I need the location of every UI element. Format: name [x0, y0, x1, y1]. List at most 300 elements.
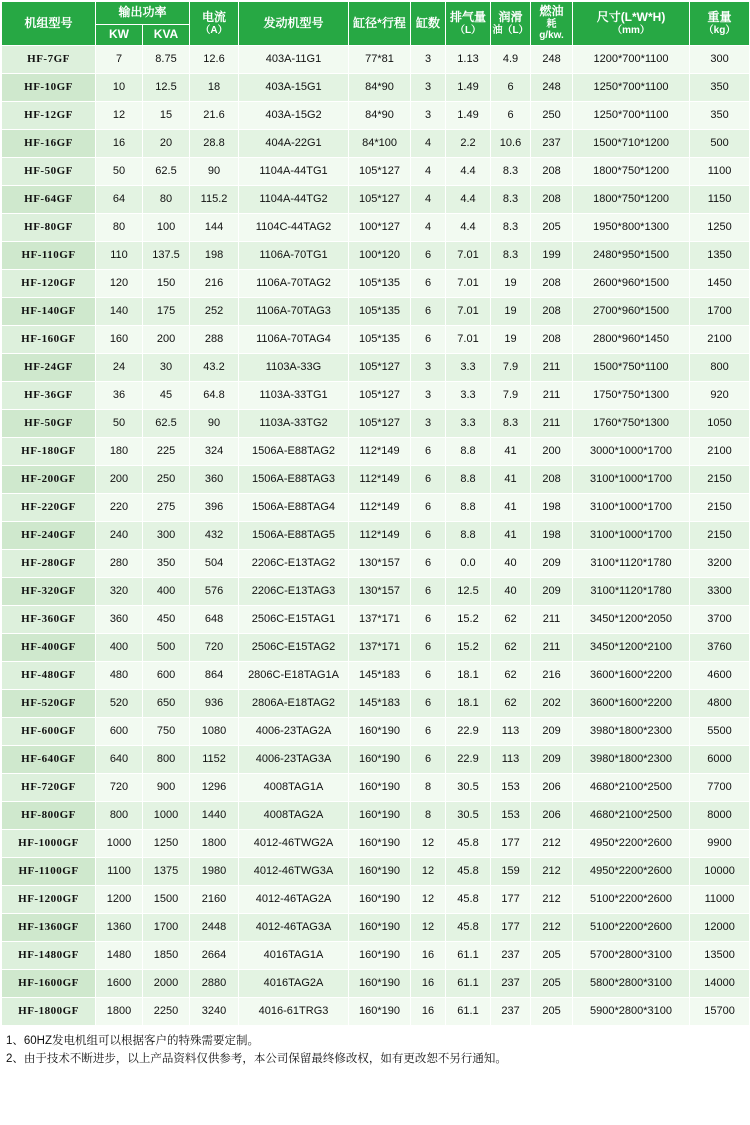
table-row	[2, 438, 750, 466]
header-kw: KW	[96, 25, 143, 46]
cell-bore-stroke: 84*90	[349, 74, 411, 102]
cell-fuel-consumption: 209	[531, 550, 573, 578]
cell-kva: 137.5	[143, 242, 190, 270]
cell-kw: 1600	[96, 970, 143, 998]
cell-displacement: 61.1	[446, 942, 491, 970]
cell-displacement: 22.9	[446, 718, 491, 746]
cell-engine-model: 1506A-E88TAG2	[239, 438, 349, 466]
cell-bore-stroke: 145*183	[349, 662, 411, 690]
cell-displacement: 8.8	[446, 522, 491, 550]
cell-weight: 5500	[690, 718, 750, 746]
cell-engine-model: 1103A-33G	[239, 354, 349, 382]
cell-model: HF-140GF	[2, 298, 96, 326]
cell-lube-oil: 237	[491, 942, 531, 970]
cell-lube-oil: 41	[491, 522, 531, 550]
cell-cylinders: 6	[411, 466, 446, 494]
cell-current: 2664	[190, 942, 239, 970]
cell-displacement: 45.8	[446, 830, 491, 858]
cell-fuel-consumption: 208	[531, 158, 573, 186]
cell-dimensions: 4950*2200*2600	[573, 858, 690, 886]
cell-bore-stroke: 105*127	[349, 186, 411, 214]
cell-dimensions: 4680*2100*2500	[573, 774, 690, 802]
cell-weight: 4600	[690, 662, 750, 690]
cell-weight: 1150	[690, 186, 750, 214]
cell-engine-model: 1106A-70TAG2	[239, 270, 349, 298]
cell-weight: 2100	[690, 326, 750, 354]
cell-bore-stroke: 160*190	[349, 886, 411, 914]
header-kva: KVA	[143, 25, 190, 46]
table-row	[2, 886, 750, 914]
cell-displacement: 45.8	[446, 914, 491, 942]
table-row	[2, 382, 750, 410]
cell-kva: 750	[143, 718, 190, 746]
cell-lube-oil: 8.3	[491, 186, 531, 214]
cell-dimensions: 3450*1200*2100	[573, 634, 690, 662]
table-row	[2, 606, 750, 634]
cell-displacement: 2.2	[446, 130, 491, 158]
cell-model: HF-36GF	[2, 382, 96, 410]
cell-weight: 4800	[690, 690, 750, 718]
cell-kw: 16	[96, 130, 143, 158]
cell-model: HF-220GF	[2, 494, 96, 522]
cell-displacement: 3.3	[446, 354, 491, 382]
cell-displacement: 1.13	[446, 46, 491, 74]
cell-lube-oil: 10.6	[491, 130, 531, 158]
cell-lube-oil: 62	[491, 634, 531, 662]
cell-displacement: 18.1	[446, 662, 491, 690]
table-row	[2, 410, 750, 438]
cell-displacement: 7.01	[446, 298, 491, 326]
cell-model: HF-1000GF	[2, 830, 96, 858]
cell-dimensions: 1250*700*1100	[573, 102, 690, 130]
cell-lube-oil: 8.3	[491, 158, 531, 186]
cell-cylinders: 6	[411, 634, 446, 662]
cell-displacement: 30.5	[446, 802, 491, 830]
cell-dimensions: 3100*1000*1700	[573, 466, 690, 494]
cell-fuel-consumption: 211	[531, 606, 573, 634]
cell-engine-model: 2806A-E18TAG2	[239, 690, 349, 718]
table-row	[2, 270, 750, 298]
cell-cylinders: 16	[411, 942, 446, 970]
cell-engine-model: 1106A-70TG1	[239, 242, 349, 270]
cell-engine-model: 2506C-E15TAG1	[239, 606, 349, 634]
header-fuel-consumption	[531, 2, 573, 46]
cell-kva: 225	[143, 438, 190, 466]
cell-cylinders: 3	[411, 102, 446, 130]
cell-model: HF-320GF	[2, 578, 96, 606]
cell-lube-oil: 7.9	[491, 382, 531, 410]
cell-kw: 80	[96, 214, 143, 242]
cell-lube-oil: 237	[491, 998, 531, 1026]
cell-displacement: 30.5	[446, 774, 491, 802]
cell-engine-model: 4006-23TAG3A	[239, 746, 349, 774]
cell-dimensions: 5900*2800*3100	[573, 998, 690, 1026]
cell-bore-stroke: 160*190	[349, 914, 411, 942]
cell-kw: 720	[96, 774, 143, 802]
table-row	[2, 242, 750, 270]
cell-dimensions: 5100*2200*2600	[573, 914, 690, 942]
cell-bore-stroke: 105*135	[349, 270, 411, 298]
cell-weight: 1350	[690, 242, 750, 270]
cell-lube-oil: 159	[491, 858, 531, 886]
cell-displacement: 7.01	[446, 270, 491, 298]
cell-current: 28.8	[190, 130, 239, 158]
cell-dimensions: 5800*2800*3100	[573, 970, 690, 998]
cell-bore-stroke: 145*183	[349, 690, 411, 718]
cell-kva: 800	[143, 746, 190, 774]
cell-kva: 200	[143, 326, 190, 354]
cell-model: HF-1800GF	[2, 998, 96, 1026]
cell-dimensions: 2700*960*1500	[573, 298, 690, 326]
cell-kva: 400	[143, 578, 190, 606]
cell-model: HF-50GF	[2, 158, 96, 186]
cell-displacement: 45.8	[446, 858, 491, 886]
cell-fuel-consumption: 198	[531, 522, 573, 550]
cell-fuel-consumption: 208	[531, 466, 573, 494]
cell-displacement: 7.01	[446, 326, 491, 354]
cell-lube-oil: 177	[491, 830, 531, 858]
table-row	[2, 830, 750, 858]
cell-fuel-consumption: 237	[531, 130, 573, 158]
cell-displacement: 4.4	[446, 186, 491, 214]
cell-displacement: 3.3	[446, 382, 491, 410]
cell-lube-oil: 40	[491, 550, 531, 578]
cell-dimensions: 1950*800*1300	[573, 214, 690, 242]
cell-current: 252	[190, 298, 239, 326]
cell-displacement: 15.2	[446, 606, 491, 634]
cell-model: HF-640GF	[2, 746, 96, 774]
cell-bore-stroke: 112*149	[349, 438, 411, 466]
cell-weight: 1100	[690, 158, 750, 186]
cell-bore-stroke: 100*127	[349, 214, 411, 242]
cell-fuel-consumption: 208	[531, 270, 573, 298]
cell-kva: 45	[143, 382, 190, 410]
cell-cylinders: 6	[411, 438, 446, 466]
cell-dimensions: 1750*750*1300	[573, 382, 690, 410]
cell-kw: 220	[96, 494, 143, 522]
cell-lube-oil: 8.3	[491, 214, 531, 242]
cell-cylinders: 6	[411, 718, 446, 746]
cell-current: 720	[190, 634, 239, 662]
cell-cylinders: 3	[411, 410, 446, 438]
cell-bore-stroke: 112*149	[349, 522, 411, 550]
cell-model: HF-50GF	[2, 410, 96, 438]
header-model: 机组型号	[2, 2, 96, 46]
cell-kva: 62.5	[143, 158, 190, 186]
cell-cylinders: 6	[411, 550, 446, 578]
cell-current: 115.2	[190, 186, 239, 214]
cell-weight: 2150	[690, 494, 750, 522]
cell-engine-model: 2206C-E13TAG3	[239, 578, 349, 606]
cell-bore-stroke: 160*190	[349, 942, 411, 970]
cell-displacement: 1.49	[446, 102, 491, 130]
cell-weight: 1450	[690, 270, 750, 298]
cell-dimensions: 5100*2200*2600	[573, 886, 690, 914]
header-output-power: 输出功率	[96, 2, 190, 25]
table-row	[2, 326, 750, 354]
cell-cylinders: 3	[411, 354, 446, 382]
cell-engine-model: 1104A-44TG1	[239, 158, 349, 186]
header-current	[190, 2, 239, 46]
cell-weight: 2100	[690, 438, 750, 466]
cell-cylinders: 8	[411, 802, 446, 830]
cell-engine-model: 1106A-70TAG3	[239, 298, 349, 326]
cell-current: 12.6	[190, 46, 239, 74]
cell-fuel-consumption: 202	[531, 690, 573, 718]
cell-kw: 24	[96, 354, 143, 382]
table-row	[2, 718, 750, 746]
cell-dimensions: 3980*1800*2300	[573, 718, 690, 746]
cell-engine-model: 4016TAG1A	[239, 942, 349, 970]
table-row	[2, 550, 750, 578]
cell-lube-oil: 62	[491, 662, 531, 690]
cell-kva: 250	[143, 466, 190, 494]
cell-current: 1440	[190, 802, 239, 830]
cell-kw: 1800	[96, 998, 143, 1026]
table-row	[2, 214, 750, 242]
table-row	[2, 130, 750, 158]
cell-current: 90	[190, 410, 239, 438]
cell-dimensions: 1500*710*1200	[573, 130, 690, 158]
cell-cylinders: 12	[411, 914, 446, 942]
cell-bore-stroke: 105*135	[349, 326, 411, 354]
cell-current: 198	[190, 242, 239, 270]
cell-current: 1152	[190, 746, 239, 774]
cell-dimensions: 4950*2200*2600	[573, 830, 690, 858]
cell-weight: 6000	[690, 746, 750, 774]
cell-cylinders: 6	[411, 494, 446, 522]
cell-dimensions: 1760*750*1300	[573, 410, 690, 438]
cell-kw: 600	[96, 718, 143, 746]
cell-model: HF-800GF	[2, 802, 96, 830]
header-weight-line2: （kg）	[703, 24, 736, 36]
cell-kva: 150	[143, 270, 190, 298]
cell-kw: 280	[96, 550, 143, 578]
cell-model: HF-1600GF	[2, 970, 96, 998]
cell-lube-oil: 113	[491, 718, 531, 746]
cell-current: 2448	[190, 914, 239, 942]
cell-engine-model: 1506A-E88TAG4	[239, 494, 349, 522]
cell-displacement: 12.5	[446, 578, 491, 606]
table-row	[2, 746, 750, 774]
cell-dimensions: 1500*750*1100	[573, 354, 690, 382]
cell-weight: 7700	[690, 774, 750, 802]
cell-weight: 8000	[690, 802, 750, 830]
cell-cylinders: 12	[411, 858, 446, 886]
cell-cylinders: 16	[411, 970, 446, 998]
cell-bore-stroke: 105*127	[349, 158, 411, 186]
cell-bore-stroke: 84*100	[349, 130, 411, 158]
cell-weight: 920	[690, 382, 750, 410]
cell-current: 144	[190, 214, 239, 242]
cell-kw: 110	[96, 242, 143, 270]
cell-current: 864	[190, 662, 239, 690]
cell-kva: 20	[143, 130, 190, 158]
cell-kw: 640	[96, 746, 143, 774]
cell-current: 21.6	[190, 102, 239, 130]
cell-cylinders: 4	[411, 214, 446, 242]
cell-current: 64.8	[190, 382, 239, 410]
cell-model: HF-520GF	[2, 690, 96, 718]
table-row	[2, 690, 750, 718]
table-row	[2, 802, 750, 830]
cell-fuel-consumption: 212	[531, 858, 573, 886]
cell-kw: 1480	[96, 942, 143, 970]
cell-fuel-consumption: 211	[531, 410, 573, 438]
header-weight-line1: 重量	[707, 9, 732, 24]
cell-kva: 100	[143, 214, 190, 242]
cell-weight: 15700	[690, 998, 750, 1026]
cell-bore-stroke: 160*190	[349, 830, 411, 858]
cell-kw: 240	[96, 522, 143, 550]
cell-weight: 10000	[690, 858, 750, 886]
cell-weight: 800	[690, 354, 750, 382]
cell-current: 504	[190, 550, 239, 578]
cell-cylinders: 3	[411, 46, 446, 74]
cell-dimensions: 1200*700*1100	[573, 46, 690, 74]
header-weight	[690, 2, 750, 46]
header-current-line1: 电流	[202, 9, 227, 24]
notes-block	[6, 1032, 744, 1069]
cell-model: HF-16GF	[2, 130, 96, 158]
table-header	[2, 2, 750, 46]
cell-bore-stroke: 160*190	[349, 774, 411, 802]
cell-current: 18	[190, 74, 239, 102]
cell-lube-oil: 19	[491, 270, 531, 298]
header-displacement-line2: （L）	[454, 24, 482, 36]
cell-weight: 12000	[690, 914, 750, 942]
cell-kva: 1500	[143, 886, 190, 914]
cell-fuel-consumption: 248	[531, 46, 573, 74]
cell-weight: 2150	[690, 522, 750, 550]
cell-lube-oil: 8.3	[491, 242, 531, 270]
cell-weight: 3700	[690, 606, 750, 634]
cell-engine-model: 4012-46TWG3A	[239, 858, 349, 886]
cell-dimensions: 2600*960*1500	[573, 270, 690, 298]
cell-lube-oil: 153	[491, 802, 531, 830]
cell-current: 1800	[190, 830, 239, 858]
table-row	[2, 998, 750, 1026]
note-1: 1、60HZ发电机组可以根据客户的特殊需要定制。	[6, 1035, 260, 1047]
table-row	[2, 354, 750, 382]
cell-model: HF-110GF	[2, 242, 96, 270]
cell-bore-stroke: 137*171	[349, 606, 411, 634]
cell-lube-oil: 177	[491, 886, 531, 914]
cell-weight: 1700	[690, 298, 750, 326]
cell-fuel-consumption: 200	[531, 438, 573, 466]
cell-kw: 1360	[96, 914, 143, 942]
cell-model: HF-80GF	[2, 214, 96, 242]
cell-cylinders: 6	[411, 662, 446, 690]
cell-dimensions: 1800*750*1200	[573, 186, 690, 214]
cell-model: HF-12GF	[2, 102, 96, 130]
cell-fuel-consumption: 212	[531, 886, 573, 914]
cell-kw: 160	[96, 326, 143, 354]
cell-current: 3240	[190, 998, 239, 1026]
cell-kva: 12.5	[143, 74, 190, 102]
cell-engine-model: 403A-15G1	[239, 74, 349, 102]
cell-engine-model: 4008TAG2A	[239, 802, 349, 830]
cell-kva: 1375	[143, 858, 190, 886]
cell-cylinders: 6	[411, 270, 446, 298]
cell-engine-model: 1506A-E88TAG3	[239, 466, 349, 494]
table-row	[2, 970, 750, 998]
cell-weight: 1050	[690, 410, 750, 438]
cell-lube-oil: 153	[491, 774, 531, 802]
cell-lube-oil: 41	[491, 494, 531, 522]
header-cylinders: 缸数	[411, 2, 446, 46]
cell-current: 1080	[190, 718, 239, 746]
cell-kva: 2000	[143, 970, 190, 998]
cell-lube-oil: 62	[491, 690, 531, 718]
cell-weight: 14000	[690, 970, 750, 998]
cell-weight: 2150	[690, 466, 750, 494]
cell-current: 648	[190, 606, 239, 634]
cell-displacement: 7.01	[446, 242, 491, 270]
cell-model: HF-160GF	[2, 326, 96, 354]
cell-weight: 300	[690, 46, 750, 74]
table-row	[2, 522, 750, 550]
cell-engine-model: 4008TAG1A	[239, 774, 349, 802]
cell-cylinders: 3	[411, 382, 446, 410]
cell-fuel-consumption: 205	[531, 998, 573, 1026]
cell-engine-model: 1106A-70TAG4	[239, 326, 349, 354]
cell-bore-stroke: 160*190	[349, 970, 411, 998]
cell-dimensions: 5700*2800*3100	[573, 942, 690, 970]
cell-engine-model: 2506C-E15TAG2	[239, 634, 349, 662]
table-row	[2, 634, 750, 662]
cell-weight: 3200	[690, 550, 750, 578]
cell-weight: 1250	[690, 214, 750, 242]
table-row	[2, 46, 750, 74]
cell-kw: 200	[96, 466, 143, 494]
cell-bore-stroke: 84*90	[349, 102, 411, 130]
cell-model: HF-64GF	[2, 186, 96, 214]
cell-bore-stroke: 137*171	[349, 634, 411, 662]
cell-fuel-consumption: 209	[531, 718, 573, 746]
cell-engine-model: 1506A-E88TAG5	[239, 522, 349, 550]
cell-engine-model: 2806C-E18TAG1A	[239, 662, 349, 690]
cell-kw: 1100	[96, 858, 143, 886]
cell-fuel-consumption: 206	[531, 802, 573, 830]
cell-cylinders: 6	[411, 606, 446, 634]
cell-current: 360	[190, 466, 239, 494]
cell-kw: 140	[96, 298, 143, 326]
header-current-line2: （A）	[200, 24, 228, 36]
cell-cylinders: 4	[411, 158, 446, 186]
table-row	[2, 774, 750, 802]
cell-kw: 7	[96, 46, 143, 74]
cell-cylinders: 6	[411, 298, 446, 326]
cell-lube-oil: 40	[491, 578, 531, 606]
cell-kva: 80	[143, 186, 190, 214]
header-dimensions-line1: 尺寸(L*W*H)	[596, 9, 666, 24]
cell-current: 90	[190, 158, 239, 186]
cell-displacement: 22.9	[446, 746, 491, 774]
table-row	[2, 466, 750, 494]
cell-dimensions: 3980*1800*2300	[573, 746, 690, 774]
table-row	[2, 578, 750, 606]
cell-cylinders: 6	[411, 746, 446, 774]
cell-lube-oil: 19	[491, 326, 531, 354]
cell-model: HF-280GF	[2, 550, 96, 578]
cell-dimensions: 1800*750*1200	[573, 158, 690, 186]
cell-displacement: 1.49	[446, 74, 491, 102]
header-fuel-line2: 耗	[546, 18, 557, 30]
cell-kw: 320	[96, 578, 143, 606]
cell-cylinders: 3	[411, 74, 446, 102]
cell-cylinders: 6	[411, 578, 446, 606]
